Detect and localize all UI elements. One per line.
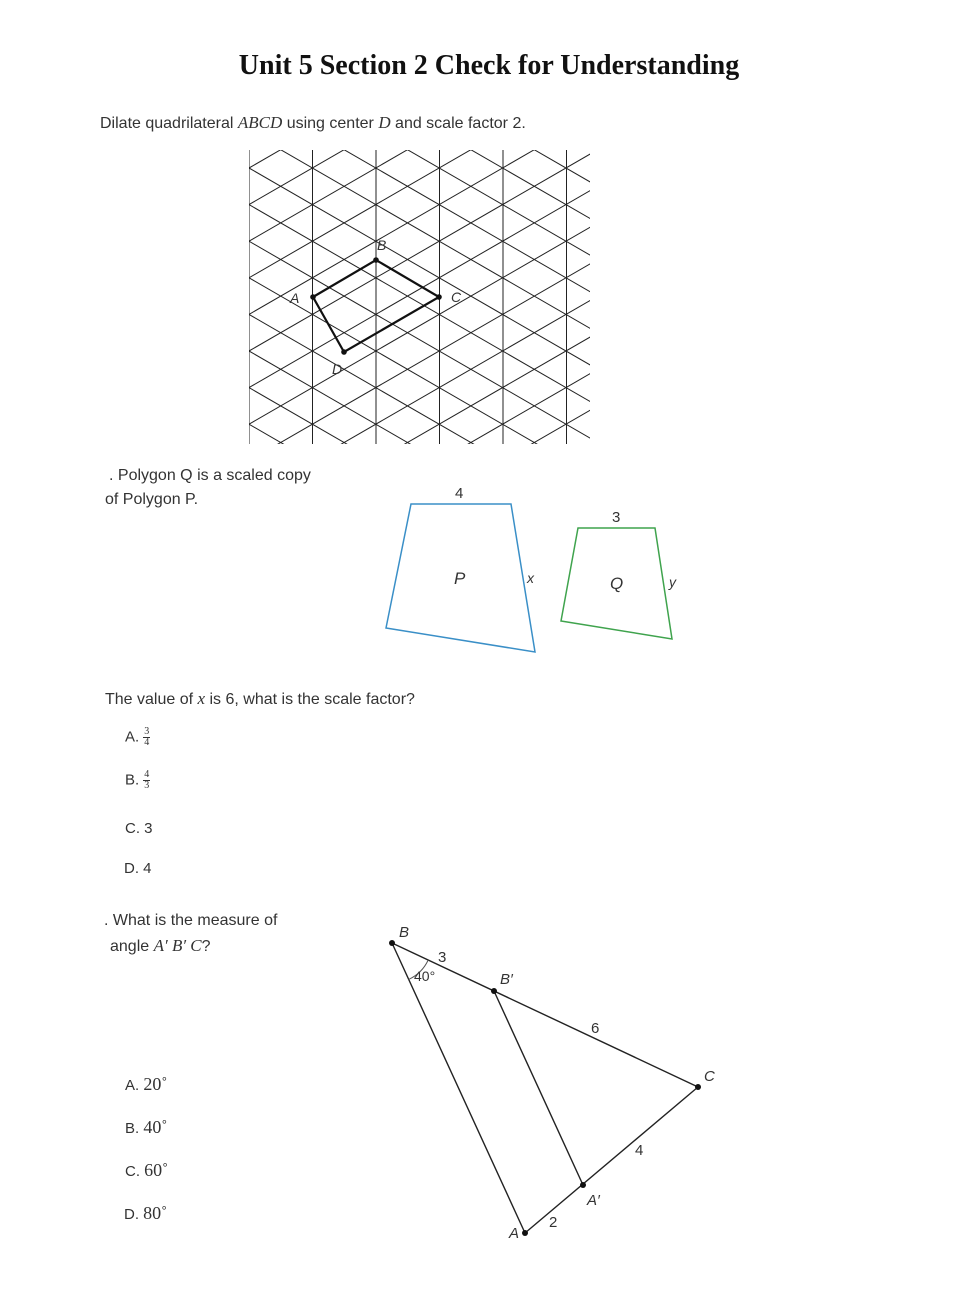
q3-option-c-value: 60˚ — [144, 1160, 169, 1180]
q2-polygons-figure — [370, 480, 700, 660]
vertex-label-a: A — [290, 290, 300, 306]
q2-option-a-fraction — [143, 727, 150, 748]
q2-option-b-letter: B. — [125, 771, 140, 789]
q2-option-a-letter: A. — [125, 728, 140, 746]
q3-option-d-value: 80˚ — [143, 1203, 168, 1223]
q2-prompt-line1 — [109, 467, 311, 485]
label-a: A — [509, 1225, 520, 1242]
grid-line — [240, 382, 600, 455]
q3-option-c-letter: C. — [125, 1163, 140, 1180]
q1-center-name: D — [378, 113, 391, 132]
q2-question — [105, 689, 415, 709]
fraction-denominator: 4 — [144, 737, 150, 748]
polygon-p-side-label: x — [527, 570, 534, 586]
q3-option-a[interactable] — [125, 1074, 167, 1095]
q3-option-a-letter: A. — [125, 1077, 140, 1094]
grid-line — [240, 368, 600, 455]
q3-prompt-line1 — [104, 912, 277, 930]
grid-line — [240, 140, 600, 224]
length-aprime-c: 4 — [635, 1142, 644, 1159]
vertex-label-b: B — [377, 237, 387, 253]
q1-shape-name: ABCD — [237, 113, 283, 132]
q3-option-c[interactable] — [125, 1160, 168, 1181]
q1-prompt-post: and scale factor 2. — [390, 115, 526, 132]
q3-line2-pre: angle — [110, 938, 154, 955]
grid-line — [240, 258, 600, 455]
polygon-p-name: P — [454, 569, 466, 588]
vertex-c — [436, 294, 442, 300]
length-bprime-c: 6 — [591, 1020, 600, 1037]
q2-option-d-text: 4 — [143, 860, 152, 877]
fraction-denominator: 3 — [144, 780, 150, 791]
label-b-prime: B′ — [500, 971, 513, 988]
q3-option-b-letter: B. — [125, 1120, 140, 1137]
page-title: Unit 5 Section 2 Check for Understanding — [238, 50, 740, 81]
grid-line — [240, 140, 600, 151]
grid-line — [240, 140, 600, 210]
q3-option-d[interactable] — [124, 1203, 167, 1224]
q3-angle-expression: A′ B′ C — [153, 936, 202, 955]
q3-option-b-value: 40˚ — [143, 1117, 168, 1137]
fraction-numerator: 4 — [144, 769, 150, 780]
point-b-prime — [491, 988, 497, 994]
label-c: C — [704, 1068, 715, 1085]
point-c — [695, 1084, 701, 1090]
point-b — [389, 940, 395, 946]
grid-line — [240, 419, 600, 455]
q3-line1-text: What is the measure of — [112, 912, 278, 929]
length-b-bprime: 3 — [438, 949, 447, 966]
q2-prompt-line2: of Polygon P. — [105, 491, 199, 508]
polygon-p-top-label: 4 — [455, 485, 464, 502]
q2-option-a[interactable] — [125, 727, 150, 748]
vertex-label-c: C — [451, 289, 462, 305]
q3-option-d-letter: D. — [124, 1206, 139, 1223]
q1-isometric-grid — [240, 140, 600, 455]
q1-prompt — [100, 113, 526, 133]
q3-prompt-line2 — [110, 936, 211, 956]
polygon-q-top-label: 3 — [612, 509, 621, 526]
fraction-numerator: 3 — [144, 726, 150, 737]
q3-triangle-figure — [380, 915, 720, 1245]
vertex-label-d: D — [332, 361, 343, 377]
grid-line — [240, 441, 600, 455]
label-b: B — [399, 924, 410, 941]
q1-prompt-mid: using center — [282, 115, 379, 132]
polygon-q-side-label: y — [669, 574, 676, 590]
q1-prompt-pre: Dilate quadrilateral — [100, 115, 238, 132]
q2-question-var: x — [197, 689, 206, 708]
q2-option-d[interactable] — [124, 860, 152, 877]
grid-line — [240, 140, 600, 297]
q3-line2-post: ? — [201, 938, 211, 955]
label-a-prime: A′ — [587, 1192, 600, 1209]
vertex-b — [373, 257, 379, 263]
length-a-aprime: 2 — [549, 1214, 558, 1231]
q2-number: . — [109, 467, 114, 484]
q2-line1-text: Polygon Q is a scaled copy — [117, 467, 311, 484]
grid-line — [240, 140, 600, 283]
q2-option-b-fraction — [143, 770, 150, 791]
q3-option-b[interactable] — [125, 1117, 167, 1138]
point-a — [522, 1230, 528, 1236]
polygon-q-name: Q — [610, 574, 624, 593]
q2-option-c-letter: C. — [125, 820, 140, 837]
q2-question-post: is 6, what is the scale factor? — [205, 691, 415, 708]
segment-a-c — [525, 1087, 698, 1233]
q2-option-c[interactable] — [125, 820, 153, 837]
q3-option-a-value: 20˚ — [143, 1074, 168, 1094]
q2-option-d-letter: D. — [124, 860, 139, 877]
grid-line — [240, 331, 600, 455]
vertex-a — [310, 294, 316, 300]
grid-line — [240, 140, 600, 261]
grid-line — [240, 295, 600, 455]
angle-label: 40° — [414, 968, 436, 984]
vertex-d — [341, 349, 347, 355]
q2-question-pre: The value of — [105, 691, 198, 708]
grid-line — [240, 140, 600, 188]
grid-line — [240, 309, 600, 455]
q3-number: . — [104, 912, 109, 929]
segment-bprime-aprime — [494, 991, 583, 1185]
q2-option-c-text: 3 — [144, 820, 153, 837]
q2-option-b[interactable] — [125, 770, 150, 791]
point-a-prime — [580, 1182, 586, 1188]
